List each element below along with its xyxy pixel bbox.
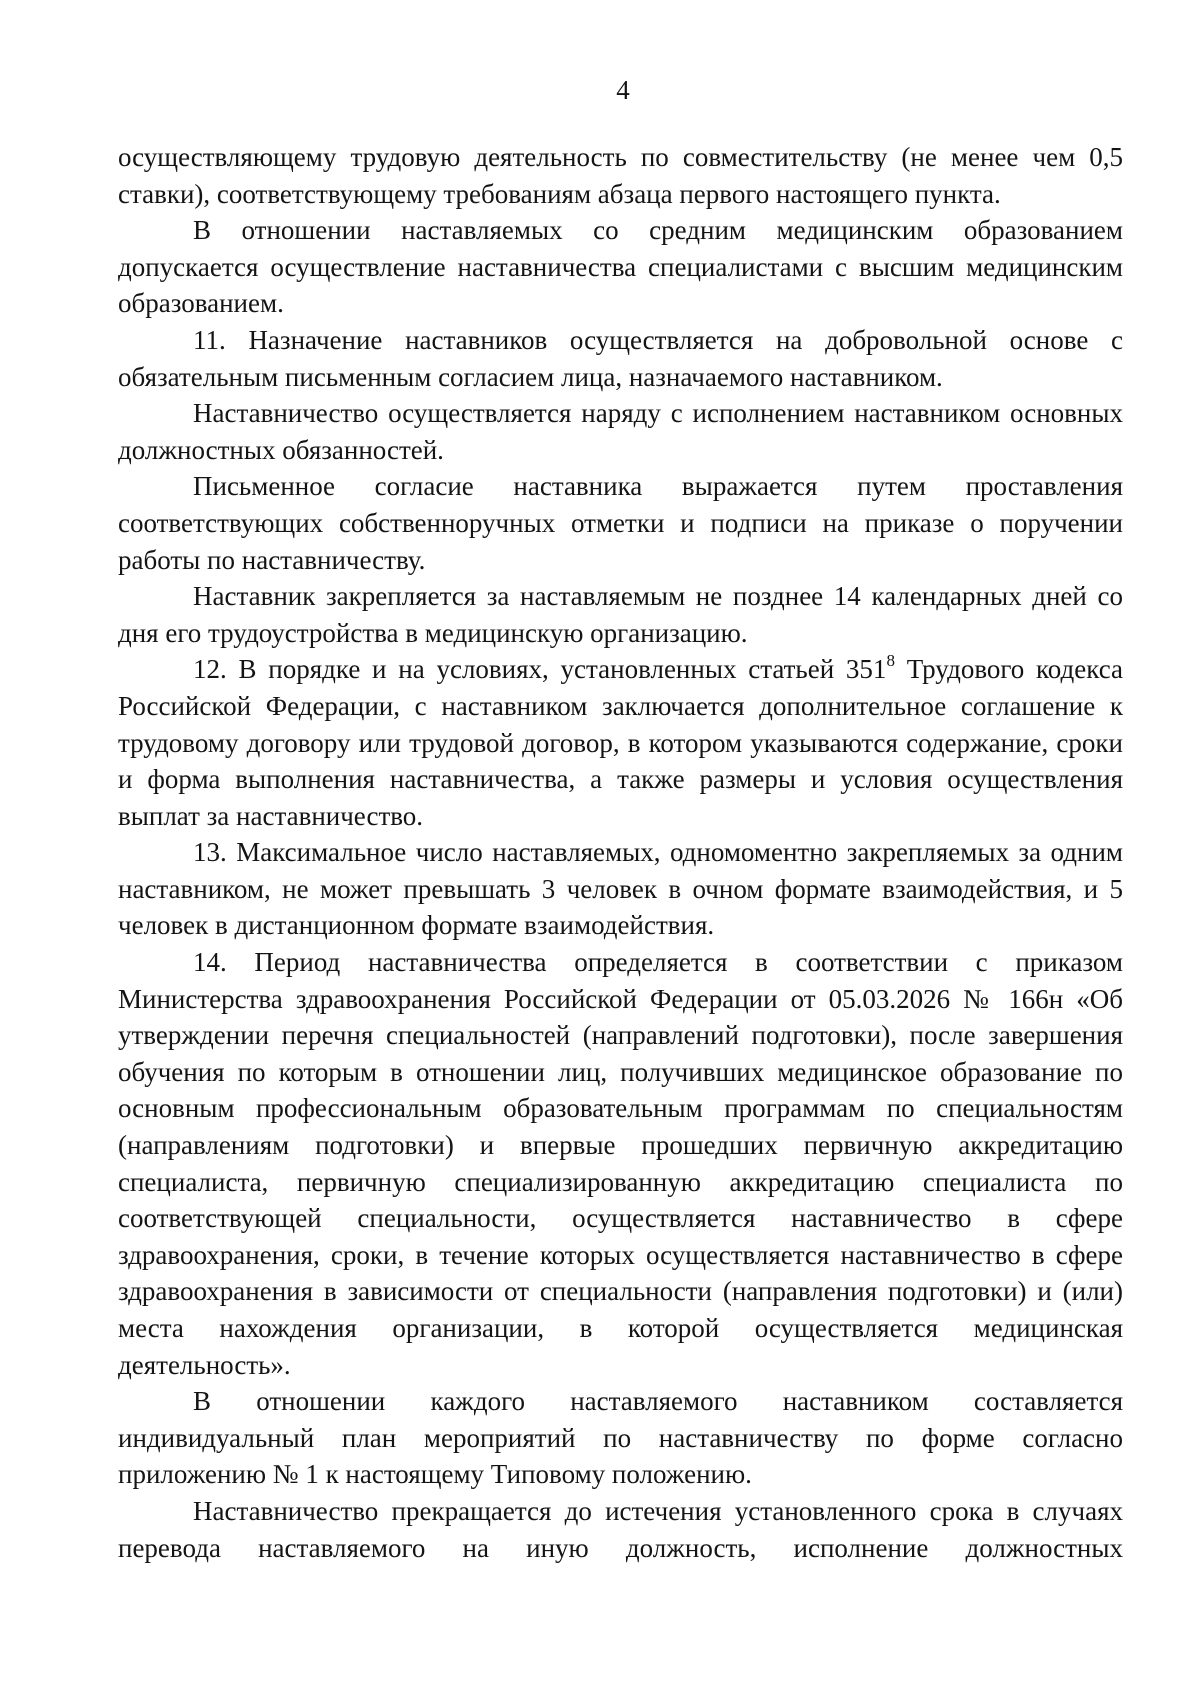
paragraph-item-13: 13. Максимальное число наставляемых, одномоментно закрепляемых за одним наставником, не может превышать 3 человек в очном формате взаимодействия, и 5 человек в дистанционном формате взаимодействия.: [118, 837, 1123, 941]
paragraph-item-12: [118, 651, 1123, 834]
paragraph-item-14: 14. Период наставничества определяется в соответствии с приказом Министерства здравоохранения Российской Федерации от 05.03.2026 № 166н «Об утверждении перечня специальностей (направлений подготовки), после завершения обучения по которым в отношении лиц, получивших медицинское образование по основным профессиональным образовательным программам по специальностям (направлениям подготовки) и впервые прошедших первичную аккредитацию специалиста, первичную специализированную аккредитацию специалиста по соответствующей специальности, осуществляется наставничество в сфере здравоохранения, сроки, в течение которых осуществляется наставничество в сфере здравоохранения в зависимости от специальности (направления подготовки) и (или) места нахождения организации, в которой осуществляется медицинская деятельность».: [118, 947, 1123, 1380]
paragraph-item-12-start: 12. В порядке и на условиях, установленных статьей 351: [193, 654, 887, 685]
paragraph-continuation: осуществляющему трудовую деятельность по совместительству (не менее чем 0,5 ставки), соответствующему требованиям абзаца первого настоящего пункта.: [118, 142, 1123, 209]
paragraph-secondary-education: В отношении наставляемых со средним медицинским образованием допускается осуществление наставничества специалистами с высшим медицинским образованием.: [118, 215, 1123, 319]
paragraph-individual-plan: В отношении каждого наставляемого наставником составляется индивидуальный план мероприятий по наставничеству по форме согласно приложению № 1 к настоящему Типовому положению.: [118, 1386, 1123, 1490]
paragraph-written-consent: Письменное согласие наставника выражается путем проставления соответствующих собственноручных отметки и подписи на приказе о поручении работы по наставничеству.: [118, 471, 1123, 575]
document-body: [118, 139, 1123, 1566]
paragraph-mentoring-duties: Наставничество осуществляется наряду с исполнением наставником основных должностных обязанностей.: [118, 398, 1123, 465]
paragraph-item-11: 11. Назначение наставников осуществляется на добровольной основе с обязательным письменным согласием лица, назначаемого наставником.: [118, 324, 1123, 392]
article-superscript: 8: [886, 651, 895, 671]
paragraph-item-12-rest: Трудового кодекса Российской Федерации, с наставником заключается дополнительное соглашение к трудовому договору или трудовой договор, в котором указываются содержание, сроки и форма выполнения наставничества, а также размеры и условия осуществления выплат за наставничество.: [118, 654, 1123, 831]
paragraph-termination: Наставничество прекращается до истечения установленного срока в случаях перевода наставляемого на иную должность, исполнение должностных: [118, 1495, 1123, 1563]
page-number: 4: [616, 75, 630, 105]
paragraph-assignment-deadline: Наставник закрепляется за наставляемым не позднее 14 календарных дней со дня его трудоустройства в медицинскую организацию.: [118, 581, 1123, 648]
